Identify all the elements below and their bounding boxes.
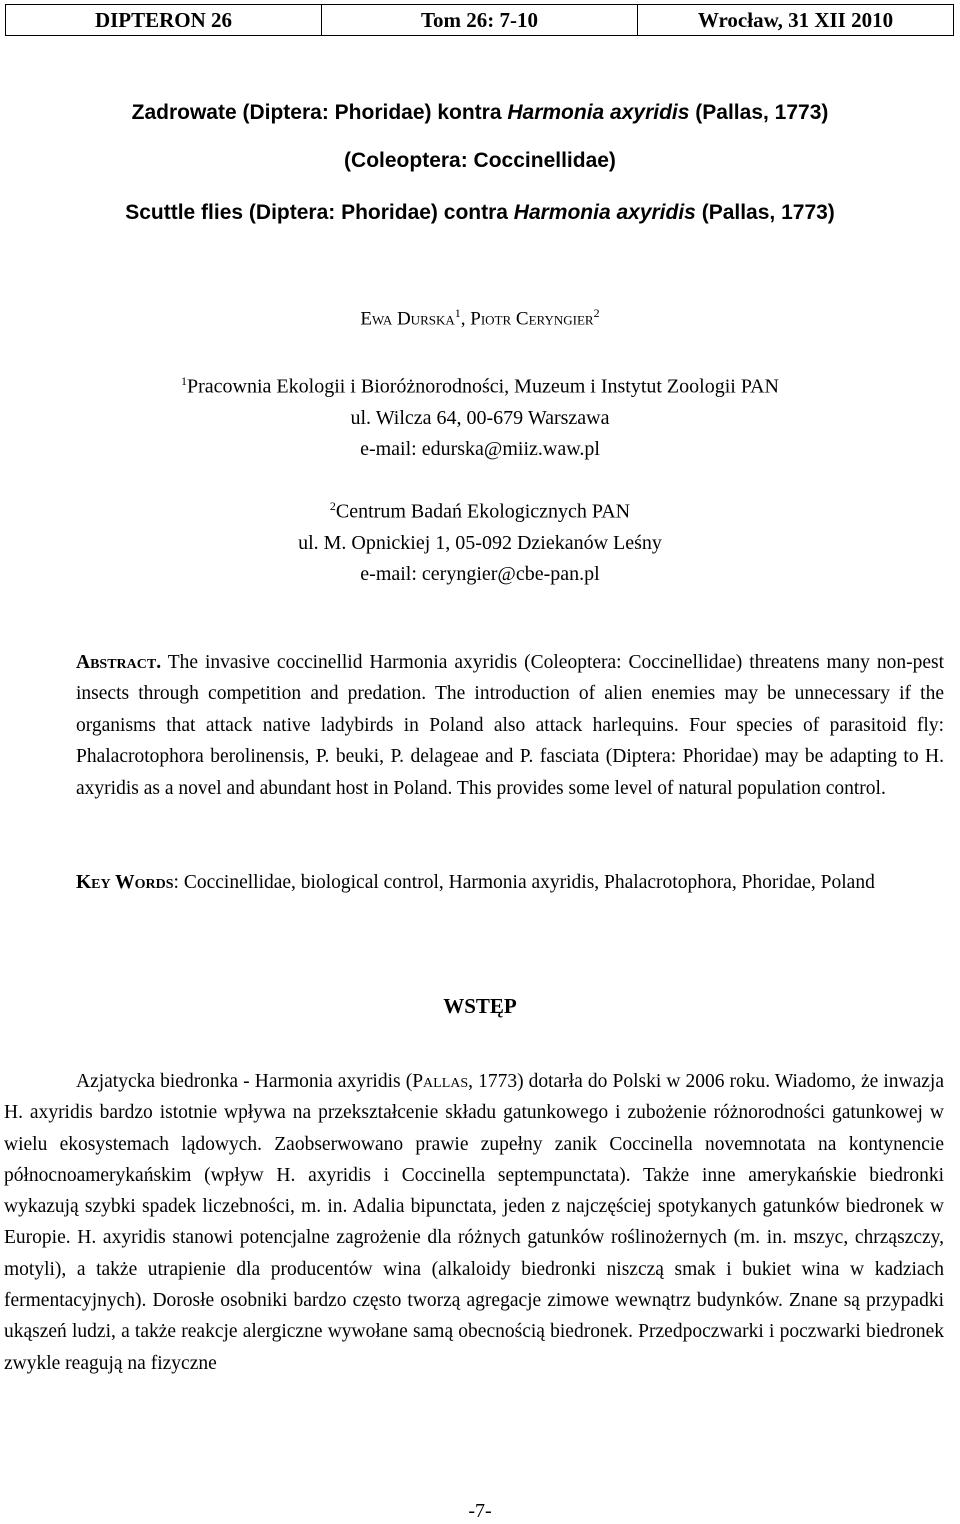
abstract-label: Abstract. — [76, 652, 162, 673]
title-english — [0, 198, 960, 227]
affiliation-1-marker: 1 — [181, 374, 187, 388]
section-heading: WSTĘP — [443, 994, 517, 1018]
introduction-text-part1: Azjatycka biedronka - Harmonia axyridis ( — [76, 1071, 413, 1092]
introduction — [4, 1066, 944, 1379]
volume-pages: Tom 26: 7-10 — [322, 5, 638, 35]
author-separator: , — [460, 308, 471, 330]
abstract-text: The invasive coccinellid Harmonia axyridis (Coleoptera: Coccinellidae) threatens many non-pest insects through competition and predation. The introduction of alien enemies may be unnecessary if the organisms that attack native ladybirds in Poland also attack harlequins. Four species of parasitoid fly: Phalacrotophora berolinensis, P. beuki, P. delageae and P. fasciata (Diptera: Phoridae) may be adapting to H. axyridis as a novel and abundant host in Poland. This provides some level of natural population control. — [76, 652, 944, 799]
title-polish — [0, 98, 960, 127]
title-polish-part2: (Pallas, 1773) — [689, 101, 829, 124]
introduction-author-citation: Pallas — [412, 1071, 469, 1092]
place-date: Wrocław, 31 XII 2010 — [697, 7, 894, 32]
journal-name: DIPTERON 26 — [6, 5, 322, 35]
author-1: Ewa Durska — [360, 308, 455, 330]
affiliation-1-address: ul. Wilcza 64, 00-679 Warszawa — [350, 406, 610, 429]
title-polish-species: Harmonia axyridis — [507, 101, 690, 124]
abstract — [76, 647, 944, 804]
page-number: -7- — [468, 1500, 492, 1522]
title-polish-continued: (Coleoptera: Coccinellidae) — [344, 149, 616, 172]
journal-header — [5, 4, 954, 36]
keywords-label: Key Words — [76, 872, 174, 893]
affiliation-2-email: e-mail: ceryngier@cbe-pan.pl — [360, 562, 600, 585]
author-1-affiliation-marker: 1 — [454, 306, 461, 320]
affiliation-1-institution: Pracownia Ekologii i Bioróżnorodności, Muzeum i Instytut Zoologii PAN — [187, 375, 779, 398]
affiliation-2-institution: Centrum Badań Ekologicznych PAN — [335, 500, 631, 523]
author-2-affiliation-marker: 2 — [593, 306, 600, 320]
affiliation-2-name — [0, 491, 960, 528]
affiliation-1-email: e-mail: edurska@miiz.waw.pl — [360, 437, 600, 460]
title-polish-part1: Zadrowate (Diptera: Phoridae) kontra — [131, 101, 508, 124]
keywords-text: : Coccinellidae, biological control, Harmonia axyridis, Phalacrotophora, Phoridae, Poland — [173, 872, 875, 893]
affiliation-1-name — [0, 366, 960, 403]
affiliation-2-marker: 2 — [329, 499, 336, 513]
affiliation-2 — [0, 491, 960, 590]
title-english-species: Harmonia axyridis — [513, 201, 696, 224]
paper-title — [0, 98, 960, 227]
author-2: Piotr Ceryngier — [470, 308, 594, 330]
title-english-part2: (Pallas, 1773) — [695, 201, 835, 224]
affiliation-1 — [0, 366, 960, 465]
keywords — [76, 867, 944, 898]
affiliation-2-address: ul. M. Opnickiej 1, 05-092 Dziekanów Leśny — [298, 531, 662, 554]
title-english-part1: Scuttle flies (Diptera: Phoridae) contra — [125, 201, 514, 224]
introduction-text-part2: , 1773) dotarła do Polski w 2006 roku. Wiadomo, że inwazja H. axyridis bardzo istotnie wpływa na przekształcenie składu gatunkowego i zubożenie różnorodności gatunkowej w wielu ekosystemach lądowych. Zaobserwowano prawie zupełny zanik Coccinella novemnotata na kontynencie północnoamerykańskim (wpływ H. axyridis i Coccinella septempunctata). Także inne amerykańskie biedronki wykazują szybki spadek liczebności, m. in. Adalia bipunctata, jeden z najczęściej spotykanych gatunków biedronek w Europie. H. axyridis stanowi potencjalne zagrożenie dla różnych gatunków roślinożernych (m. in. mszyc, chrząszczy, motyli), a także utrapienie dla producentów wina (alkaloidy biedronki niszczą smak i bukiet wina w kadziach fermentacyjnych). Dorosłe osobniki bardzo często tworzą agregacje zimowe wewnątrz budynków. Znane są przypadki ukąszeń ludzi, a także reakcje alergiczne wywołane samą obecnością biedronek. Przedpoczwarki i poczwarki biedronek zwykle reagują na fizyczne — [4, 1071, 944, 1374]
introduction-paragraph — [4, 1066, 944, 1379]
authors — [0, 306, 960, 330]
